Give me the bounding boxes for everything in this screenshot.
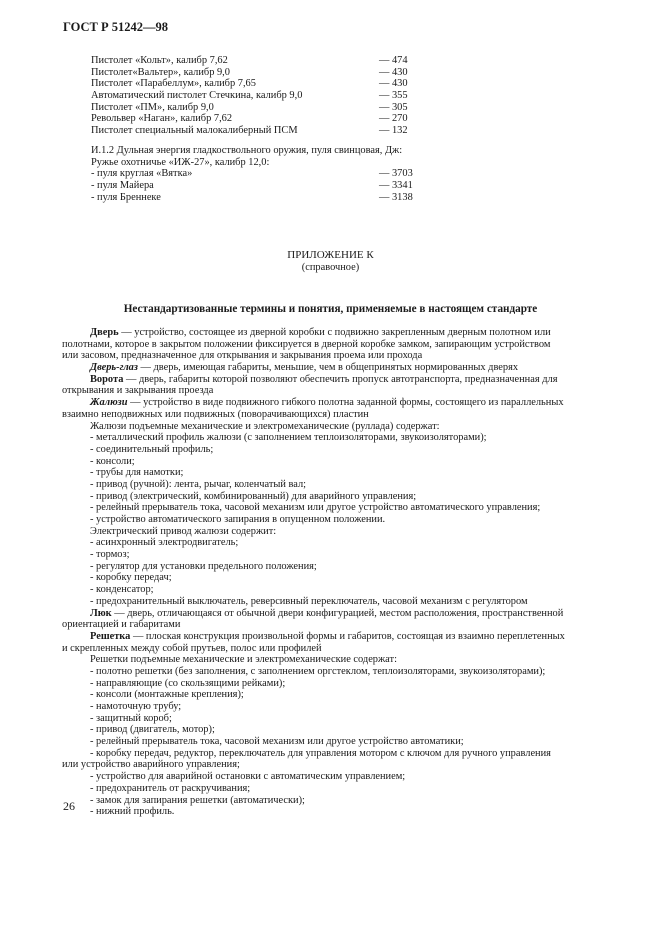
list-item: - пуля Майера — 3341 <box>91 180 413 192</box>
document-header: ГОСТ Р 51242—98 <box>63 20 169 34</box>
list-item: - привод (ручной): лента, рычаг, коленчатый вал; <box>90 478 307 490</box>
text-line: и скрепленных между собой прутьев, полос или профилей <box>62 642 322 654</box>
appendix-subtitle: (справочное) <box>301 262 360 273</box>
list-item: - устройство автоматического запирания в опущенном положении. <box>90 514 386 525</box>
list-item: - релейный прерыватель тока, часовой механизм или другое устройство автоматического управления; <box>90 502 541 514</box>
terms-body <box>62 327 604 818</box>
text-line: полотнами, которое в закрытом положении фиксируется в дверной коробке замком, запирающим устройством <box>62 338 551 350</box>
list-item: - консоли; <box>90 455 135 467</box>
text-line: или устройство аварийного управления; <box>62 759 240 771</box>
list-intro: Электрический привод жалюзи содержит: <box>90 525 277 537</box>
smoothbore-energy-list <box>91 145 431 203</box>
list-item: - релейный прерыватель тока, часовой механизм или другое устройство автоматики; <box>90 736 464 748</box>
list-item: - трубы для намотки; <box>90 467 184 479</box>
list-item: - консоли (монтажные крепления); <box>90 689 244 701</box>
list-item: - предохранитель от раскручивания; <box>90 782 251 794</box>
list-item: - конденсатор; <box>90 584 154 596</box>
list-item: - соединительный профиль; <box>90 443 214 455</box>
list-item: - нижний профиль. <box>90 806 175 818</box>
term-blinds: Жалюзи — устройство в виде подвижного гибкого полотна заданной формы, состоящего из параллельных <box>90 397 564 409</box>
list-item: Пистолет «Парабеллум», калибр 7,65 — 430 <box>91 78 408 90</box>
list-intro: Решетки подъемные механические и электромеханические содержат: <box>90 654 397 666</box>
list-item: - устройство для аварийной остановки с автоматическим управлением; <box>90 771 406 783</box>
list-item: - пуля Бреннеке — 3138 <box>91 191 413 203</box>
term-gate: Ворота — дверь, габариты которой позволяют обеспечить пропуск автотранспорта, предназначенная для <box>90 373 558 385</box>
page-number: 26 <box>63 799 75 813</box>
list-item: - коробку передач; <box>90 572 172 584</box>
list-item: - коробку передач, редуктор, переключатель для управления мотором с ключом для ручного управления <box>90 747 551 759</box>
text-line: открывания и закрывания проезда <box>62 385 214 397</box>
text-line: взаимно неподвижных или подвижных (поворачивающихся) пластин <box>62 408 369 420</box>
appendix-title: ПРИЛОЖЕНИЕ К <box>287 249 374 261</box>
pistol-energy-list <box>91 55 431 137</box>
list-item: - предохранительный выключатель, реверсивный переключатель, часовой механизм с регулятором <box>90 595 528 607</box>
term-hatch: Люк — дверь, отличающаяся от обычной двери конфигурацией, местом расположения, пространственной <box>90 607 564 619</box>
list-item: Пистолет«Вальтер», калибр 9,0 — 430 <box>91 66 408 78</box>
list-item: - направляющие (со скользящими рейками); <box>90 677 286 689</box>
list-item: - регулятор для установки предельного положения; <box>90 560 317 572</box>
list-item: Пистолет «ПМ», калибр 9,0 — 305 <box>91 101 408 113</box>
smoothbore-gun: Ружье охотничье «ИЖ-27», калибр 12,0: <box>91 156 270 168</box>
list-item: - намоточную трубу; <box>90 701 182 712</box>
list-item: - защитный короб; <box>90 712 172 724</box>
list-intro: Жалюзи подъемные механические и электромеханические (руллада) содержат: <box>90 420 440 432</box>
list-item: - тормоз; <box>90 549 130 561</box>
text-line: ориентацией и габаритами <box>62 619 181 631</box>
list-item: - привод (электрический, комбинированный) для аварийного управления; <box>90 490 417 502</box>
list-item: - пуля круглая «Вятка» — 3703 <box>91 168 413 180</box>
term-grille: Решетка — плоская конструкция произвольной формы и габаритов, состоящая из взаимно переплетенных <box>90 630 565 642</box>
list-item: Револьвер «Наган», калибр 7,62 — 270 <box>91 113 408 125</box>
list-item: - металлический профиль жалюзи (с заполнением теплоизоляторами, звукоизоляторами); <box>90 432 487 444</box>
term-door: Дверь — устройство, состоящее из дверной коробки с подвижно закрепленным дверным полотном или <box>90 327 551 338</box>
list-item: Пистолет специальный малокалиберный ПСМ — 132 <box>91 125 408 137</box>
list-item: - асинхронный электродвигатель; <box>90 537 239 549</box>
section-title: Нестандартизованные термины и понятия, применяемые в настоящем стандарте <box>123 303 538 315</box>
list-item: - полотно решетки (без заполнения, с заполнением оргстеклом, теплоизоляторами, звукоизоляторами); <box>90 665 546 677</box>
list-item: - привод (двигатель, мотор); <box>90 724 215 736</box>
smoothbore-intro: И.1.2 Дульная энергия гладкоствольного оружия, пуля свинцовая, Дж: <box>91 145 403 156</box>
term-peephole: Дверь-глаз — дверь, имеющая габариты, меньшие, чем в общепринятых нормированных дверях <box>90 362 519 374</box>
list-item: - замок для запирания решетки (автоматически); <box>90 794 305 806</box>
list-item: Автоматический пистолет Стечкина, калибр 9,0 — 355 <box>91 90 408 102</box>
text-line: или засовом, предназначенное для открывания и закрывания проема или прохода <box>62 350 423 362</box>
list-item: Пистолет «Кольт», калибр 7,62 — 474 <box>91 55 408 66</box>
